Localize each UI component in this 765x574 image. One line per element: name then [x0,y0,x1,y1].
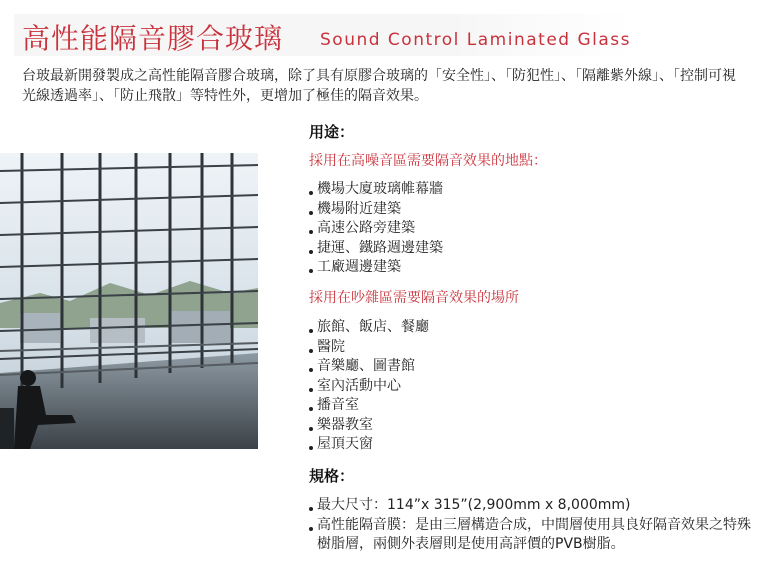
specs-heading: 規格： [309,467,355,485]
page-title: 高性能隔音膠合玻璃 [22,22,284,55]
list-item: 屋頂天窗 [309,435,754,455]
list-item: 最大尺寸：114”x 315”(2,900mm x 8,000mm) [309,496,754,516]
list-item: 機場附近建築 [309,200,754,220]
list-item: 高速公路旁建築 [309,219,754,239]
list-item: 工廠週邊建築 [309,258,754,278]
list-item: 播音室 [309,396,754,416]
list-item: 室內活動中心 [309,377,754,397]
list-item: 醫院 [309,338,754,358]
list-item: 樂器教室 [309,416,754,436]
uses-heading: 用途： [309,123,355,141]
uses-group2-title: 採用在吵雜區需要隔音效果的場所 [309,290,519,306]
list-item: 高性能隔音膜：是由三層構造合成，中間層使用具良好隔音效果之特殊樹脂層，兩側外表層則是使用高評價的PVB樹脂。 [309,516,754,555]
uses-group1-title: 採用在高噪音區需要隔音效果的地點： [309,153,547,169]
list-item: 捷運、鐵路週邊建築 [309,239,754,259]
list-item: 音樂廳、圖書館 [309,357,754,377]
uses-group2-list [309,318,754,455]
airport-glass-wall-photo [0,153,258,449]
list-item: 旅館、飯店、餐廳 [309,318,754,338]
list-item: 機場大廈玻璃帷幕牆 [309,180,754,200]
page-subtitle: Sound Control Laminated Glass [320,30,632,50]
uses-group1-list [309,180,754,278]
intro-paragraph: 台玻最新開發製成之高性能隔音膠合玻璃，除了具有原膠合玻璃的「安全性」、「防犯性」、「隔離紫外線」、「控制可視光線透過率」、「防止飛散」等特性外，更增加了極佳的隔音效果。 [22,68,736,104]
specs-list [309,496,754,555]
